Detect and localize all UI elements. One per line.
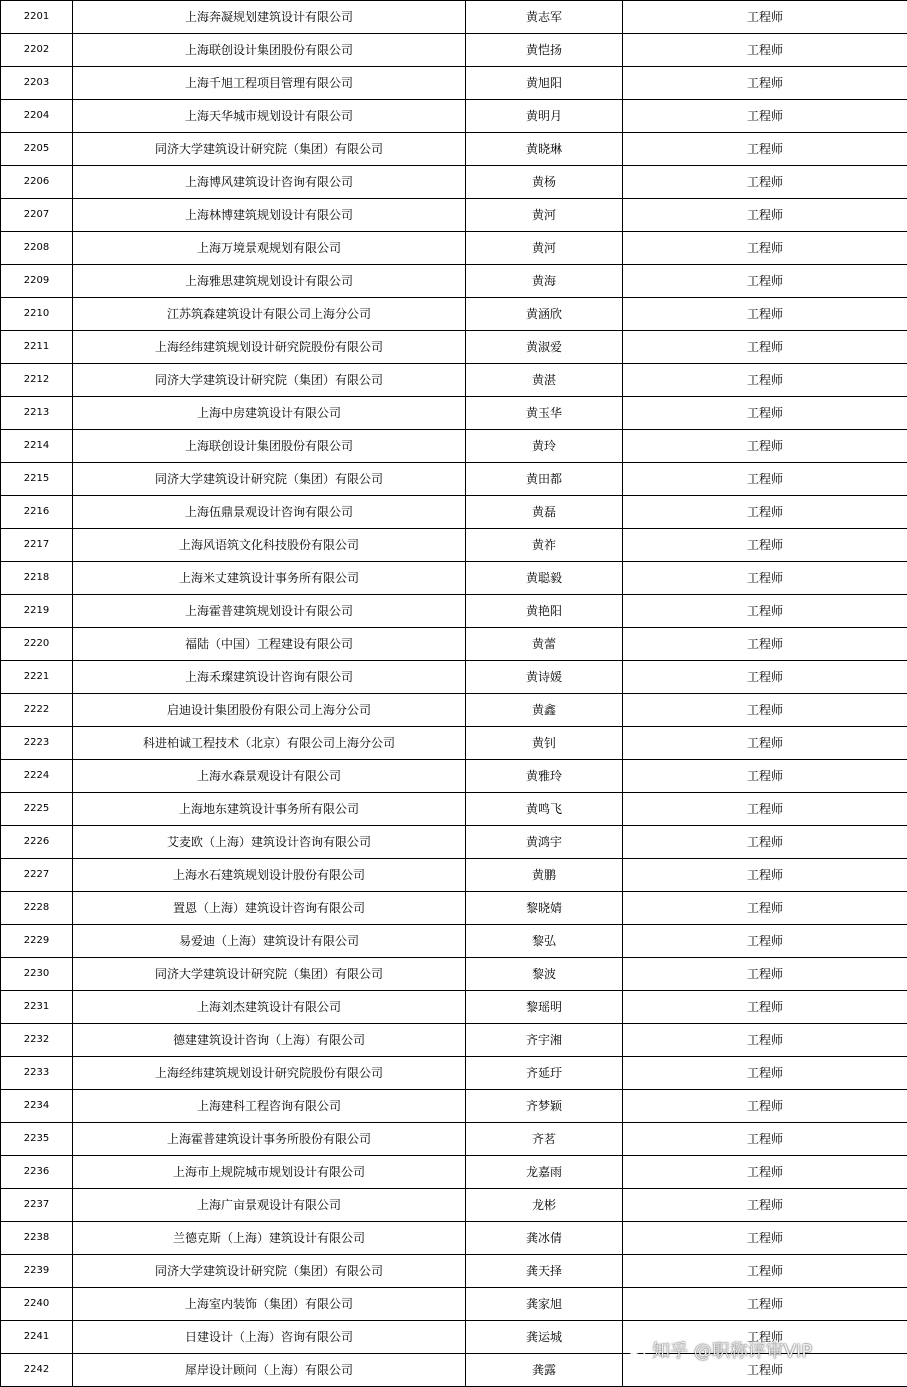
row-number: 2213 <box>1 397 73 430</box>
name-cell: 龚冰倩 <box>466 1222 623 1255</box>
name-cell: 黄湛 <box>466 364 623 397</box>
title-cell: 工程师 <box>623 100 907 133</box>
title-cell: 工程师 <box>623 760 907 793</box>
title-cell: 工程师 <box>623 496 907 529</box>
table-row <box>1 826 907 859</box>
table-row <box>1 496 907 529</box>
company-cell: 同济大学建筑设计研究院（集团）有限公司 <box>73 133 466 166</box>
title-cell: 工程师 <box>623 1024 907 1057</box>
name-cell: 黄淑爱 <box>466 331 623 364</box>
name-cell: 黎晓婧 <box>466 892 623 925</box>
table-row <box>1 1057 907 1090</box>
table-row <box>1 232 907 265</box>
name-cell: 黄涵欣 <box>466 298 623 331</box>
company-cell: 上海地东建筑设计事务所有限公司 <box>73 793 466 826</box>
company-cell: 艾麦欧（上海）建筑设计咨询有限公司 <box>73 826 466 859</box>
row-number: 2234 <box>1 1090 73 1123</box>
table-row <box>1 100 907 133</box>
company-cell: 江苏筑森建筑设计有限公司上海分公司 <box>73 298 466 331</box>
name-cell: 龙彬 <box>466 1189 623 1222</box>
title-cell: 工程师 <box>623 661 907 694</box>
row-number: 2209 <box>1 265 73 298</box>
company-cell: 上海联创设计集团股份有限公司 <box>73 430 466 463</box>
company-cell: 上海风语筑文化科技股份有限公司 <box>73 529 466 562</box>
title-cell: 工程师 <box>623 694 907 727</box>
row-number: 2229 <box>1 925 73 958</box>
company-cell: 上海林博建筑规划设计有限公司 <box>73 199 466 232</box>
company-cell: 科进柏诚工程技术（北京）有限公司上海分公司 <box>73 727 466 760</box>
title-cell: 工程师 <box>623 331 907 364</box>
title-cell: 工程师 <box>623 397 907 430</box>
company-cell: 启迪设计集团股份有限公司上海分公司 <box>73 694 466 727</box>
company-cell: 上海市上规院城市规划设计有限公司 <box>73 1156 466 1189</box>
company-cell: 上海万境景观规划有限公司 <box>73 232 466 265</box>
name-cell: 黄诗媛 <box>466 661 623 694</box>
title-cell: 工程师 <box>623 562 907 595</box>
table-row <box>1 991 907 1024</box>
company-cell: 上海水森景观设计有限公司 <box>73 760 466 793</box>
name-cell: 龙嘉雨 <box>466 1156 623 1189</box>
title-cell: 工程师 <box>623 991 907 1024</box>
row-number: 2223 <box>1 727 73 760</box>
name-cell: 齐茗 <box>466 1123 623 1156</box>
row-number: 2202 <box>1 34 73 67</box>
company-cell: 德建建筑设计咨询（上海）有限公司 <box>73 1024 466 1057</box>
table-row <box>1 793 907 826</box>
table-row <box>1 1 907 34</box>
roster-body <box>1 1 907 1387</box>
name-cell: 黄海 <box>466 265 623 298</box>
name-cell: 黄祚 <box>466 529 623 562</box>
company-cell: 同济大学建筑设计研究院（集团）有限公司 <box>73 463 466 496</box>
company-cell: 日建设计（上海）咨询有限公司 <box>73 1321 466 1354</box>
row-number: 2225 <box>1 793 73 826</box>
title-cell: 工程师 <box>623 1156 907 1189</box>
title-cell: 工程师 <box>623 133 907 166</box>
name-cell: 黄河 <box>466 232 623 265</box>
table-row <box>1 364 907 397</box>
company-cell: 上海奔凝规划建筑设计有限公司 <box>73 1 466 34</box>
title-cell: 工程师 <box>623 430 907 463</box>
title-cell: 工程师 <box>623 859 907 892</box>
title-cell: 工程师 <box>623 1 907 34</box>
name-cell: 黄磊 <box>466 496 623 529</box>
row-number: 2210 <box>1 298 73 331</box>
name-cell: 黄艳阳 <box>466 595 623 628</box>
row-number: 2235 <box>1 1123 73 1156</box>
table-row <box>1 760 907 793</box>
name-cell: 齐延玗 <box>466 1057 623 1090</box>
name-cell: 黄蕾 <box>466 628 623 661</box>
name-cell: 黄晓琳 <box>466 133 623 166</box>
row-number: 2211 <box>1 331 73 364</box>
company-cell: 兰德克斯（上海）建筑设计有限公司 <box>73 1222 466 1255</box>
table-row <box>1 1354 907 1387</box>
table-row <box>1 1255 907 1288</box>
company-cell: 犀岸设计顾问（上海）有限公司 <box>73 1354 466 1387</box>
row-number: 2239 <box>1 1255 73 1288</box>
name-cell: 黄田都 <box>466 463 623 496</box>
name-cell: 黎波 <box>466 958 623 991</box>
name-cell: 黎弘 <box>466 925 623 958</box>
name-cell: 龚运城 <box>466 1321 623 1354</box>
row-number: 2220 <box>1 628 73 661</box>
table-row <box>1 1156 907 1189</box>
table-row <box>1 727 907 760</box>
title-cell: 工程师 <box>623 298 907 331</box>
row-number: 2231 <box>1 991 73 1024</box>
title-cell: 工程师 <box>623 463 907 496</box>
row-number: 2215 <box>1 463 73 496</box>
table-row <box>1 529 907 562</box>
table-row <box>1 694 907 727</box>
title-cell: 工程师 <box>623 727 907 760</box>
table-row <box>1 1024 907 1057</box>
title-cell: 工程师 <box>623 1123 907 1156</box>
company-cell: 同济大学建筑设计研究院（集团）有限公司 <box>73 364 466 397</box>
name-cell: 齐宇湘 <box>466 1024 623 1057</box>
name-cell: 黄杨 <box>466 166 623 199</box>
name-cell: 黄雅玲 <box>466 760 623 793</box>
title-cell: 工程师 <box>623 958 907 991</box>
row-number: 2232 <box>1 1024 73 1057</box>
row-number: 2216 <box>1 496 73 529</box>
table-row <box>1 958 907 991</box>
row-number: 2205 <box>1 133 73 166</box>
name-cell: 黄鸿宇 <box>466 826 623 859</box>
title-cell: 工程师 <box>623 67 907 100</box>
name-cell: 黄旭阳 <box>466 67 623 100</box>
company-cell: 上海霍普建筑设计事务所股份有限公司 <box>73 1123 466 1156</box>
row-number: 2226 <box>1 826 73 859</box>
title-cell: 工程师 <box>623 166 907 199</box>
table-row <box>1 595 907 628</box>
name-cell: 黄鸣飞 <box>466 793 623 826</box>
title-cell: 工程师 <box>623 628 907 661</box>
table-row <box>1 67 907 100</box>
title-cell: 工程师 <box>623 1189 907 1222</box>
row-number: 2204 <box>1 100 73 133</box>
company-cell: 上海建科工程咨询有限公司 <box>73 1090 466 1123</box>
row-number: 2233 <box>1 1057 73 1090</box>
company-cell: 上海米丈建筑设计事务所有限公司 <box>73 562 466 595</box>
table-row <box>1 925 907 958</box>
row-number: 2218 <box>1 562 73 595</box>
title-cell: 工程师 <box>623 1321 907 1354</box>
title-cell: 工程师 <box>623 826 907 859</box>
table-row <box>1 1288 907 1321</box>
row-number: 2201 <box>1 1 73 34</box>
table-row <box>1 628 907 661</box>
company-cell: 上海博风建筑设计咨询有限公司 <box>73 166 466 199</box>
company-cell: 上海伍鼎景观设计咨询有限公司 <box>73 496 466 529</box>
row-number: 2221 <box>1 661 73 694</box>
name-cell: 齐梦颖 <box>466 1090 623 1123</box>
company-cell: 上海广亩景观设计有限公司 <box>73 1189 466 1222</box>
row-number: 2207 <box>1 199 73 232</box>
name-cell: 黄明月 <box>466 100 623 133</box>
row-number: 2228 <box>1 892 73 925</box>
company-cell: 上海联创设计集团股份有限公司 <box>73 34 466 67</box>
name-cell: 黄玲 <box>466 430 623 463</box>
title-cell: 工程师 <box>623 364 907 397</box>
company-cell: 上海禾璨建筑设计咨询有限公司 <box>73 661 466 694</box>
row-number: 2240 <box>1 1288 73 1321</box>
row-number: 2203 <box>1 67 73 100</box>
company-cell: 福陆（中国）工程建设有限公司 <box>73 628 466 661</box>
row-number: 2224 <box>1 760 73 793</box>
company-cell: 易爱迪（上海）建筑设计有限公司 <box>73 925 466 958</box>
company-cell: 上海天华城市规划设计有限公司 <box>73 100 466 133</box>
row-number: 2208 <box>1 232 73 265</box>
row-number: 2217 <box>1 529 73 562</box>
company-cell: 上海经纬建筑规划设计研究院股份有限公司 <box>73 1057 466 1090</box>
name-cell: 黄玉华 <box>466 397 623 430</box>
table-row <box>1 1189 907 1222</box>
table-row <box>1 1123 907 1156</box>
company-cell: 置恩（上海）建筑设计咨询有限公司 <box>73 892 466 925</box>
title-cell: 工程师 <box>623 925 907 958</box>
name-cell: 黄河 <box>466 199 623 232</box>
table-row <box>1 298 907 331</box>
table-row <box>1 199 907 232</box>
row-number: 2230 <box>1 958 73 991</box>
company-cell: 同济大学建筑设计研究院（集团）有限公司 <box>73 958 466 991</box>
row-number: 2227 <box>1 859 73 892</box>
table-row <box>1 166 907 199</box>
title-cell: 工程师 <box>623 892 907 925</box>
company-cell: 上海千旭工程项目管理有限公司 <box>73 67 466 100</box>
title-cell: 工程师 <box>623 34 907 67</box>
company-cell: 上海雅思建筑规划设计有限公司 <box>73 265 466 298</box>
table-row <box>1 1090 907 1123</box>
row-number: 2241 <box>1 1321 73 1354</box>
title-cell: 工程师 <box>623 1288 907 1321</box>
table-row <box>1 34 907 67</box>
name-cell: 黄恺扬 <box>466 34 623 67</box>
company-cell: 同济大学建筑设计研究院（集团）有限公司 <box>73 1255 466 1288</box>
company-cell: 上海中房建筑设计有限公司 <box>73 397 466 430</box>
title-cell: 工程师 <box>623 232 907 265</box>
table-row <box>1 562 907 595</box>
table-row <box>1 133 907 166</box>
row-number: 2242 <box>1 1354 73 1387</box>
table-row <box>1 1321 907 1354</box>
name-cell: 黄鹏 <box>466 859 623 892</box>
company-cell: 上海刘杰建筑设计有限公司 <box>73 991 466 1024</box>
row-number: 2206 <box>1 166 73 199</box>
name-cell: 黄志军 <box>466 1 623 34</box>
title-cell: 工程师 <box>623 1222 907 1255</box>
company-cell: 上海水石建筑规划设计股份有限公司 <box>73 859 466 892</box>
name-cell: 黄钊 <box>466 727 623 760</box>
name-cell: 黄聪毅 <box>466 562 623 595</box>
name-cell: 黄鑫 <box>466 694 623 727</box>
row-number: 2219 <box>1 595 73 628</box>
title-cell: 工程师 <box>623 265 907 298</box>
title-cell: 工程师 <box>623 595 907 628</box>
table-row <box>1 265 907 298</box>
row-number: 2222 <box>1 694 73 727</box>
table-row <box>1 463 907 496</box>
name-cell: 龚天择 <box>466 1255 623 1288</box>
title-cell: 工程师 <box>623 199 907 232</box>
row-number: 2214 <box>1 430 73 463</box>
watermark-text: 知乎 @职称评审VIP <box>652 1341 813 1362</box>
name-cell: 龚家旭 <box>466 1288 623 1321</box>
company-cell: 上海霍普建筑规划设计有限公司 <box>73 595 466 628</box>
name-cell: 黎瑶明 <box>466 991 623 1024</box>
table-row <box>1 430 907 463</box>
row-number: 2236 <box>1 1156 73 1189</box>
table-row <box>1 661 907 694</box>
table-row <box>1 331 907 364</box>
company-cell: 上海室内装饰（集团）有限公司 <box>73 1288 466 1321</box>
company-cell: 上海经纬建筑规划设计研究院股份有限公司 <box>73 331 466 364</box>
row-number: 2212 <box>1 364 73 397</box>
row-number: 2237 <box>1 1189 73 1222</box>
title-cell: 工程师 <box>623 1354 907 1387</box>
name-cell: 龚露 <box>466 1354 623 1387</box>
title-cell: 工程师 <box>623 1057 907 1090</box>
table-row <box>1 397 907 430</box>
title-cell: 工程师 <box>623 793 907 826</box>
table-row <box>1 859 907 892</box>
table-row <box>1 892 907 925</box>
table-row <box>1 1222 907 1255</box>
row-number: 2238 <box>1 1222 73 1255</box>
title-cell: 工程师 <box>623 1255 907 1288</box>
title-cell: 工程师 <box>623 1090 907 1123</box>
title-cell: 工程师 <box>623 529 907 562</box>
